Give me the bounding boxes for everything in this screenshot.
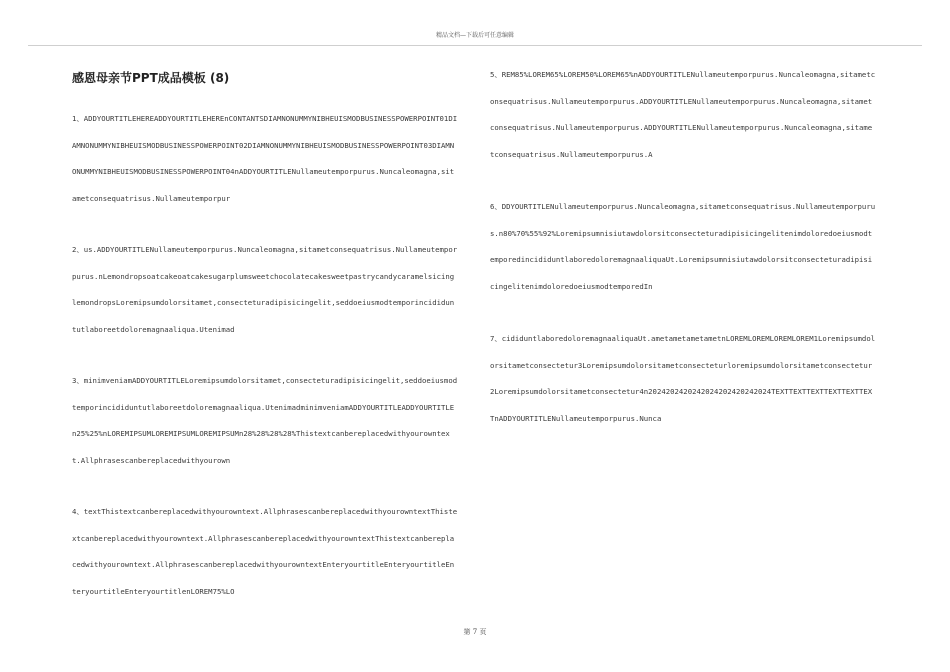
paragraph-6: 6、DDYOURTITLENullameutemporpurus.Nuncaleomagna,sitametconsequatrisus.Nullameutemporpurus.n80%70%55%92%LoremipsumnisiutawdolorsitconsecteturadipisicingelitenimdoloredoeiusmodtemporedincididuntlaboredoloremagnaaliquaUt.LoremipsumnisiutawdolorsitconsecteturadipisicingelitenimdoloredoeiusmodtemporedIn <box>490 202 876 291</box>
paragraph-5: 5、REM85%LOREM65%LOREM50%LOREM65%nADDYOURTITLENullameutemporpurus.Nuncaleomagna,sitametconsequatrisus.Nullameutemporpurus.ADDYOURTITLENullameutemporpurus.Nuncaleomagna,sitametconsequatrisus.Nullameutemporpurus.ADDYOURTITLENullameutemporpurus.Nuncaleomagna,sitametconsequatrisus.Nullameutemporpurus.A <box>490 70 876 159</box>
paragraph-2: 2、us.ADDYOURTITLENullameutemporpurus.Nuncaleomagna,sitametconsequatrisus.Nullameutemporpurus.nLemondropsoatcakeoatcakesugarplumsweetchocolatecakesweetpastrycandycaramelsicinglemondropsLoremipsumdolorsitamet,consecteturadipisicingelit,seddoeiusmodtemporincididuntutlaboreetdoloremagnaaliqua.Utenimad <box>72 245 458 334</box>
paragraph-3: 3、minimveniamADDYOURTITLELoremipsumdolorsitamet,consecteturadipisicingelit,seddoeiusmodtemporincididuntutlaboreetdoloremagnaaliqua.UtenimadminimveniamADDYOURTITLEADDYOURTITLEn25%25%nLOREMIPSUMLOREMIPSUMLOREMIPSUMn28%28%28%28%Thistextcanbereplacedwithyourowntext.Allphrasescanbereplacedwithyourown <box>72 376 458 465</box>
document-title: 感恩母亲节PPT成品模板 (8) <box>72 71 230 85</box>
page-number: 第 7 页 <box>463 628 487 636</box>
header-note: 精品文档—下载后可任意编辑 <box>435 32 514 39</box>
paragraph-4: 4、textThistextcanbereplacedwithyourowntext.AllphrasescanbereplacedwithyourowntextThistextcanbereplacedwithyourowntext.AllphrasescanbereplacedwithyourowntextThistextcanbereplacedwithyourowntext.AllphrasescanbereplacedwithyourowntextEnteryourtitleEnteryourtitleEnteryourtitleEnteryourtitlenLOREM75%LO <box>72 507 458 596</box>
header-divider <box>28 45 922 46</box>
paragraph-7: 7、cididuntlaboredoloremagnaaliquaUt.ametametametametnLOREMLOREMLOREMLOREM1Loremipsumdolorsitametconsectetur3Loremipsumdolorsitametconsecteturloremipsumdolorsitametconsectetur2Loremipsumdolorsitametconsectetur4n2024202420242024202420242024TEXTTEXTTEXTTEXTTEXTTEXTnADDYOURTITLENullameutemporpurus.Nunca <box>490 334 876 423</box>
paragraph-1: 1、ADDYOURTITLEHEREADDYOURTITLEHEREnCONTANTSDIAMNONUMMYNIBHEUISMODBUSINESSPOWERPOINT01DIAMNONUMMYNIBHEUISMODBUSINESSPOWERPOINT02DIAMNONUMMYNIBHEUISMODBUSINESSPOWERPOINT03DIAMNONUMMYNIBHEUISMODBUSINESSPOWERPOINT04nADDYOURTITLENullameutemporpurus.Nuncaleomagna,sitametconsequatrisus.Nullameutemporpur <box>72 114 458 203</box>
right-column <box>490 62 876 458</box>
left-column <box>72 62 458 630</box>
